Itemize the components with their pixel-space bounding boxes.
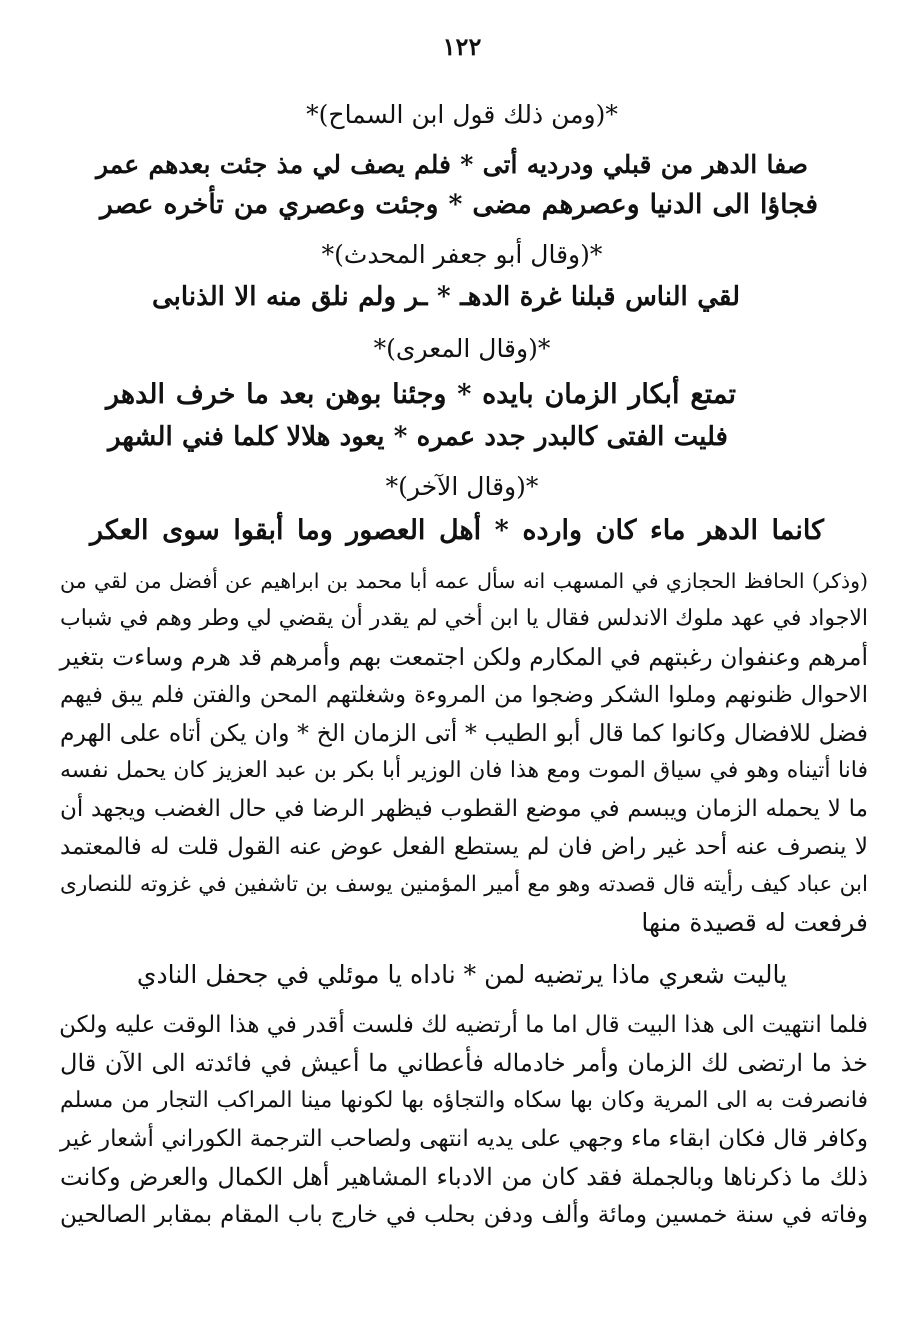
section-heading-ibn-al-sammah: *(ومن ذلك قول ابن السماح)* — [306, 100, 618, 129]
page-number: ١٢٢ — [442, 32, 482, 61]
prose-line: (وذكر) الحافظ الحجازي في المسهب انه سأل عمه أبا محمد بن ابراهيم عن أفضل من لقي من — [60, 569, 868, 593]
verse-line: صفا الدهر من قبلي ودرديه أتى * فلم يصف لي مذ جئت بعدهم عمر — [96, 150, 808, 179]
verse-line: كانما الدهر ماء كان وارده * أهل العصور وما أبقوا سوى العكر — [90, 515, 824, 546]
section-heading-al-akhar: *(وقال الآخر)* — [385, 472, 539, 501]
prose-line: وكافر قال فكان ابقاء ماء وجهي على يديه انتهى ولصاحب الترجمة الكوراني أشعار غير — [60, 1126, 868, 1152]
prose-line: فانا أتيناه وهو في سياق الموت ومع هذا فان الوزير أبا بكر بن عبد العزيز كان يحمل نفسه — [60, 758, 868, 783]
prose-line: ابن عباد كيف رأيته قال قصدته وهو مع أمير المؤمنين يوسف بن تاشفين في غزوته للنصارى — [60, 872, 868, 897]
prose-line: خذ ما ارتضى لك الزمان وأمر خادماله فأعطاني ما أعيش في فائدته الى الآن قال — [60, 1049, 868, 1077]
prose-line: ذلك ما ذكرناها وبالجملة فقد كان من الادباء المشاهير أهل الكمال والعرض وكانت — [60, 1163, 868, 1191]
prose-line: فلما انتهيت الى هذا البيت قال اما ما أرتضيه لك فلست أقدر في هذا الوقت عليه ولكن — [59, 1012, 868, 1038]
verse-line: ياليت شعري ماذا يرتضيه لمن * ناداه يا موئلي في جحفل النادي — [136, 960, 788, 989]
verse-line: فليت الفتى كالبدر جدد عمره * يعود هلالا كلما فني الشهر — [108, 422, 728, 452]
prose-line: فرفعت له قصيدة منها — [641, 908, 868, 937]
verse-line: فجاؤا الى الدنيا وعصرهم مضى * وجئت وعصري من تأخره عصر — [100, 189, 818, 220]
section-heading-al-maarri: *(وقال المعرى)* — [373, 334, 551, 363]
prose-line: فانصرفت به الى المرية وكان بها سكاه والتجاؤه بها لكونها مينا المراكب التجار من مسلم — [60, 1088, 868, 1113]
prose-line: وفاته في سنة خمسين ومائة وألف ودفن بحلب في خارج باب المقام بمقابر الصالحين — [60, 1202, 868, 1228]
section-heading-abu-jafar: *(وقال أبو جعفر المحدث)* — [321, 240, 603, 269]
prose-line: أمرهم وعنفوان رغبتهم في المكارم ولكن اجتمعت بهم وأمرهم قد هرم وساءت بتغير — [59, 643, 868, 671]
prose-line: الاجواد في عهد ملوك الاندلس فقال يا ابن أخي لم يقدر أن يقضي لي وطر وهم في شباب — [60, 606, 868, 631]
verse-line: لقي الناس قبلنا غرة الدهـ * ـر ولم نلق منه الا الذنابى — [152, 282, 740, 312]
prose-line: الاحوال ظنونهم وملوا الشكر وضجوا من المروءة وشغلتهم المحن والفتن فلم يبق فيهم — [60, 682, 868, 708]
prose-line: ما لا يحمله الزمان ويبسم في موضع القطوب فيظهر الرضا في حال الغضب ويجهد أن — [60, 796, 868, 822]
prose-line: لا ينصرف عنه أحد غير راض فان لم يستطع الفعل عوض عنه القول قلت له فالمعتمد — [60, 834, 868, 860]
verse-line: تمتع أبكار الزمان بايده * وجئنا بوهن بعد ما خرف الدهر — [106, 379, 736, 410]
prose-line: فضل للافضال وكانوا كما قال أبو الطيب * أتى الزمان الخ * وان يكن أتاه على الهرم — [60, 719, 868, 747]
